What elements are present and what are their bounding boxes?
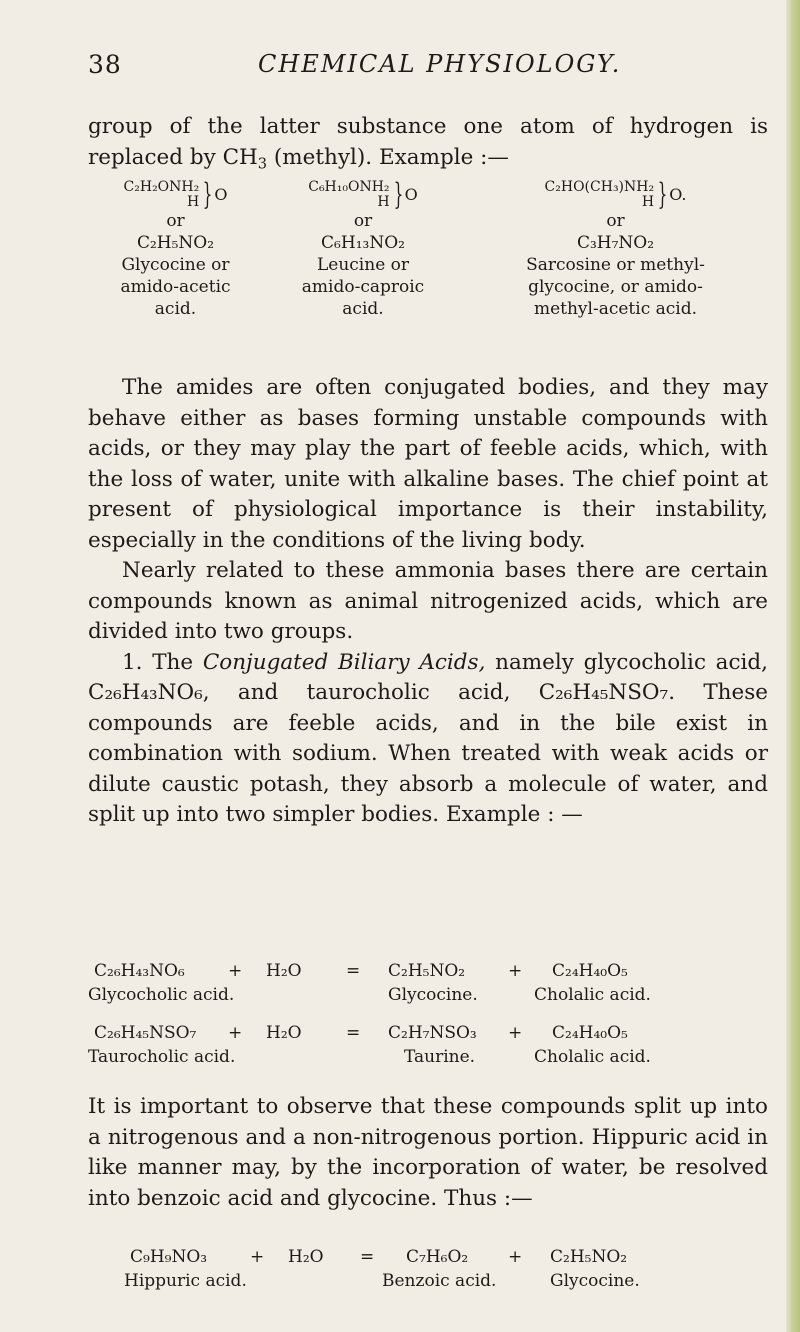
intro-line-1: group of the latter substance one atom of hydrogen is [88,114,768,139]
paragraph-hippuric: It is important to observe that these compounds split up into a nitrogenous and a non-nitrogenous portion. Hippuric acid in like manner may, by the incorporation of water, be resolved into benzoic acid and glycocine. Thus :— [88,1094,768,1211]
compound-leucine: C₆H₁₀ONH₂ H } O or C₆H₁₃NO₂ Leucine or amido-caproic acid. [263,180,463,320]
or-label: or [606,211,625,231]
or-label: or [166,211,185,231]
formula-radical: C₂H₂ONH₂ [123,179,200,195]
intro-line-2: replaced by $CH_3$ (methyl). Example :— [88,144,509,172]
paragraph-nitrogenized-acids: Nearly related to these ammonia bases there are certain compounds known as animal nitrogenized acids, which are divided into two groups. [88,558,768,644]
intro-text [88,112,768,173]
formula-radical: C₆H₁₀ONH₂ [308,179,390,195]
compound-glycocine: C₂H₂ONH₂ H } O or C₂H₅NO₂ Glycocine or amido-acetic acid. [88,180,263,320]
book-page: 38 CHEMICAL PHYSIOLOGY. group of the latter substance one atom of hydrogen is replaced by $CH_3$ (methyl). Example :— C₂H₂ONH₂ H } O or C₂H₅NO₂ Glycocine or amido-acetic acid. C₆H₁₀ONH₂ H } O or C₆H₁₃NO₂ Leucine or amido-caproic acid. C₂HO(CH₃)NH₂ H } O. or C₃H₇NO₂ Sarcosine or methyl- glycocine, or amido- methyl-acetic acid. The amides are often conjugated bodies, and they may behave either as bases forming unstable compounds with acids, or they may play the part of feeble acids, which, with the loss of water, unite with alkaline bases. The chief point at present of physiological importance is their instability, especially in the conditions of the living body. Nearly related to these ammonia bases there are certain compounds known as animal nitrogenized acids, which are divided into two groups. 1. The Conjugated Biliary Acids, namely glycocholic acid, C₂₆H₄₃NO₆, and taurocholic acid, C₂₆H₄₅NSO₇. These compounds are feeble acids, and in the bile exist in combination with sodium. When treated with weak acids or dilute caustic potash, they absorb a molecule of water, and split up into two simpler bodies. Example : — C₂₆H₄₃NO₆ + H₂O = C₂H₅NO₂ + C₂₄H₄₀O₅ Glycocholic acid. Glycocine. Cholalic acid. C₂₆H₄₅NSO₇ + H₂O = C₂H₇NSO₃ + C₂₄H₄₀O₅ Taurocholic acid. Taurine. Cholalic acid. It is important to observe that these compounds split up into a nitrogenous and a non-nitrogenous portion. Hippuric acid in like manner may, by the incorporation of water, be resolved into benzoic acid and glycocine. Thus :— C₉H₉NO₃ + H₂O = C₇H₆O₂ + C₂H₅NO₂ Hippuric acid. Benzoic acid. Glycocine. [88,50,769,1291]
formula-radical: C₂HO(CH₃)NH₂ [544,179,655,195]
page-number: 38 [88,50,122,79]
main-text [88,373,768,831]
text-hippuric [88,1092,768,1214]
amide-formulas [88,177,768,320]
formula: C₆H₁₃NO₂ [321,233,405,253]
paragraph-amides: The amides are often conjugated bodies, and they may behave either as bases forming unstable compounds with acids, or they may play the part of feeble acids, which, with the loss of water, unite with alkaline bases. The chief point at present of physiological importance is their instability, especially in the conditions of the living body. [88,375,768,553]
compound-sarcosine: C₂HO(CH₃)NH₂ H } O. or C₃H₇NO₂ Sarcosine or methyl- glycocine, or amido- methyl-acetic acid. [463,180,768,320]
page-edge [786,0,800,1332]
formula-glycocholic: C₂₆H₄₃NO₆ [88,680,203,705]
section-heading: Conjugated Biliary Acids, [202,649,486,675]
page-header [88,50,768,86]
formula: C₃H₇NO₂ [576,233,655,253]
formula-taurocholic: C₂₆H₄₅NSO₇ [538,680,669,705]
paragraph-biliary-acids: 1. The Conjugated Biliary Acids, namely glycocholic acid, C₂₆H₄₃NO₆, and taurocholic acid, C₂₆H₄₅NSO₇. These compounds are feeble acids, and in the bile exist in combination with sodium. When treated with weak acids or dilute caustic potash, they absorb a molecule of water, and split up into two simpler bodies. Example : — [88,649,769,827]
running-title: CHEMICAL PHYSIOLOGY. [258,50,622,78]
or-label: or [353,211,373,231]
formula: C₂H₅NO₂ [136,233,215,253]
